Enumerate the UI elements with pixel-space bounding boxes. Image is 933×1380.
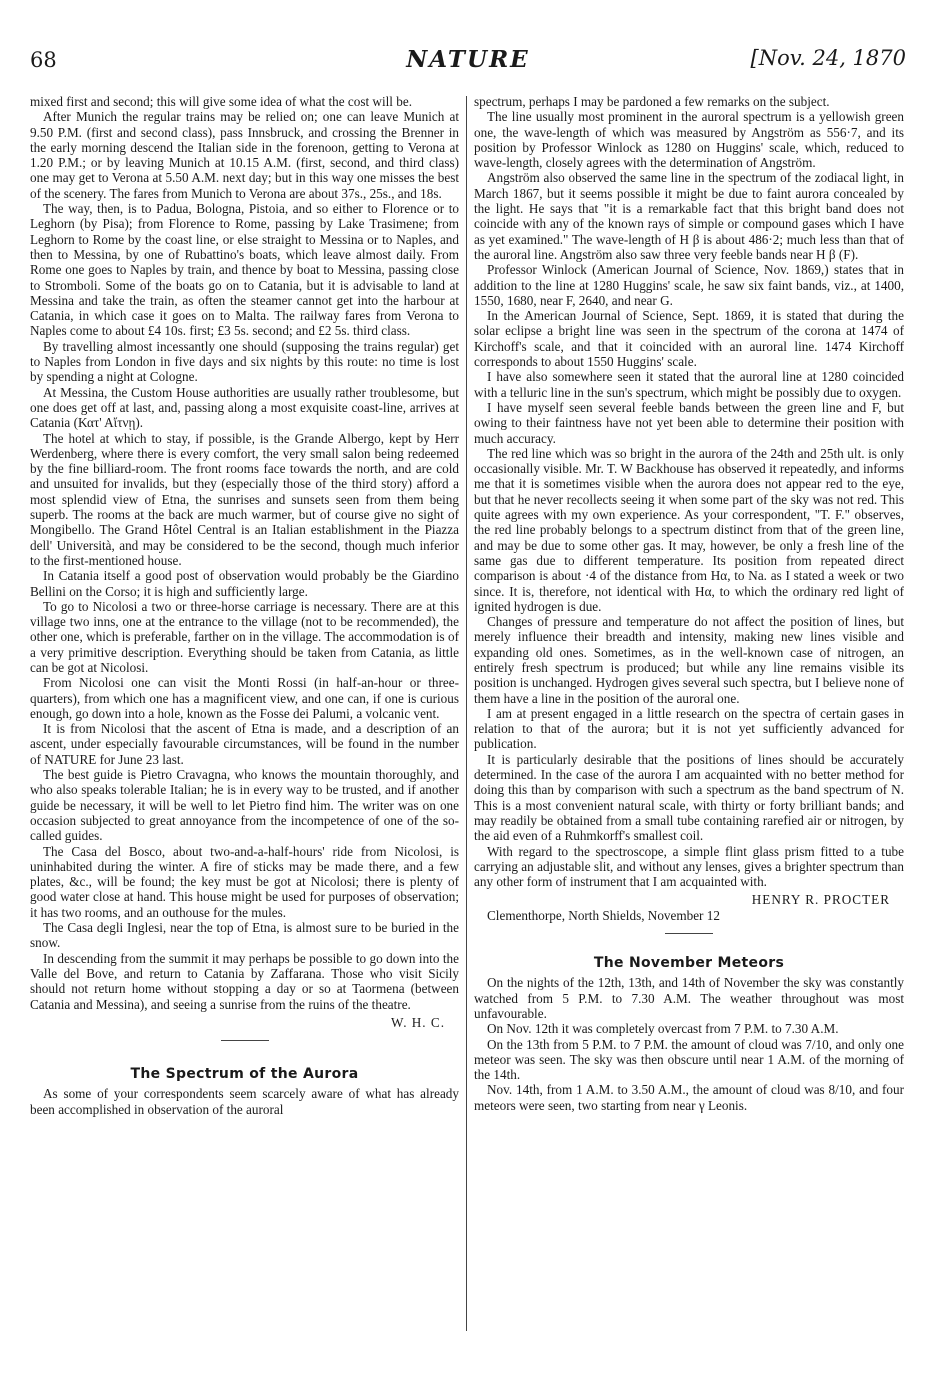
paragraph: From Nicolosi one can visit the Monti Rossi (in half-an-hour or three-quarters), from which one has a magnificent view, and one can, if one is curious enough, go down into a hole, known as the Fosse dei Palumi, a volcanic vent. — [30, 675, 459, 721]
paragraph: The best guide is Pietro Cravagna, who knows the mountain thoroughly, and who also speaks tolerable Italian; he is in every way to be trusted, and if another guide be necessary, it will be well to let Pietro find him. The writer was on one occasion subjected to great annoyance from the incompetence of one of the so-called guides. — [30, 767, 459, 844]
paragraph: In Catania itself a good post of observation would probably be the Giardino Bellini on the Corso; it is high and sufficiently large. — [30, 568, 459, 599]
right-paragraphs — [474, 94, 904, 889]
heading-november-meteors: The November Meteors — [593, 955, 785, 972]
paragraph: To go to Nicolosi a two or three-horse carriage is necessary. There are at this village two inns, one at the entrance to the village (not to be recommended), the other one, which is preferable, farther on in the village. The accommodation is of a very primitive description. Everything should be taken from Catania, as little can be got at Nicolosi. — [30, 598, 459, 675]
paragraph: I am at present engaged in a little research on the spectra of certain gases in relation to that of the aurora; but it is not yet sufficiently advanced for publication. — [474, 705, 904, 752]
page-number: 68 — [30, 48, 57, 72]
paragraph: The Casa degli Inglesi, near the top of Etna, is almost sure to be buried in the snow. — [30, 920, 459, 951]
paragraph: The line usually most prominent in the auroral spectrum is a yellowish green one, the wave-length of which was measured by Angström as 556·7, and its position by Professor Winlock as 1280 on Huggins' scale, which, reduced to wave-length, closely agrees with the determination of Angström. — [474, 109, 904, 171]
paragraph: With regard to the spectroscope, a simple flint glass prism fitted to a tube carrying an adjustable slit, and without any lenses, gives a brighter spectrum than any other form of instrument that I am acquainted with. — [474, 843, 904, 890]
section-separator — [221, 1040, 269, 1041]
paragraph: Professor Winlock (American Journal of Science, Nov. 1869,) states that in addition to the line at 1280 Huggins' scale, he saw six faint bands, viz., at 1400, 1550, 1680, near F, 2640, and near G. — [474, 262, 904, 308]
paragraph: It is from Nicolosi that the ascent of Etna is made, and a description of an ascent, under especially favourable circumstances, will be found in the number of NATURE for June 23 last. — [30, 721, 459, 767]
left-column — [30, 94, 459, 1364]
paragraph: In descending from the summit it may perhaps be possible to go down into the Valle del Bove, and return to Catania by Zaffarana. Those who visit Sicily should not return home without stopping a day or so at Taormena (between Catania and Messina), and seeing a sunrise from the ruins of the theatre. — [30, 950, 459, 1012]
paragraph: The hotel at which to stay, if possible, is the Grande Albergo, kept by Herr Werdenberg, where there is every comfort, the very small salon being redeemed by the fine billiard-room. The front rooms face towards the north, and are cold and unsuited for invalids, but they (especially those of the third story) afford a most splendid view of Etna, the sunrises and sunsets seen from them being superb. The rooms at the back are much warmer, but of course give no sight of Mongibello. The Grand Hôtel Central is an Italian establishment in the Piazza dell' Università, and may be considered to be the second, though much inferior to the first-mentioned house. — [30, 430, 459, 568]
issue-date: [Nov. 24, 1870 — [750, 46, 906, 70]
column-divider — [466, 96, 467, 1331]
page-header — [30, 44, 906, 78]
paragraph: On the nights of the 12th, 13th, and 14th of November the sky was constantly watched from 5 P.M. to 7.30 A.M. The weather throughout was most unfavourable. — [474, 975, 904, 1021]
paragraph: spectrum, perhaps I may be pardoned a few remarks on the subject. — [474, 94, 830, 109]
paragraph: As some of your correspondents seem scarcely aware of what has already been accomplished in observation of the auroral — [30, 1086, 459, 1117]
paragraph: At Messina, the Custom House authorities are usually rather troublesome, but one does get off at last, and, passing along a most exquisite coast-line, arrives at Catania (Κατ' Αἴτνῃ). — [30, 384, 459, 431]
paragraph: On the 13th from 5 P.M. to 7 P.M. the amount of cloud was 7/10, and only one meteor was seen. The sky was then obscure until near 1 A.M. of the morning of the 14th. — [474, 1036, 904, 1083]
paragraph: Changes of pressure and temperature do not affect the position of lines, but merely influence their breadth and intensity, making new lines visible and expanding old ones. Sometimes, as in the well-known case of nitrogen, an entirely fresh spectrum is produced; but while any line remains visible its position is unchanged. Hydrogen gives several such spectra, but I believe none of them have a line in the position of the auroral one. — [474, 614, 904, 706]
paragraph: Nov. 14th, from 1 A.M. to 3.50 A.M., the amount of cloud was 8/10, and four meteors were seen, two starting from near γ Leonis. — [474, 1082, 904, 1113]
paragraph: I have also somewhere seen it stated that the auroral line at 1280 coincided with a telluric line in the sun's spectrum, which might be possibly due to oxygen. — [474, 369, 904, 400]
signature-whc: W. H. C. — [390, 1014, 445, 1030]
signature-place: Clementhorpe, North Shields, November 12 — [487, 907, 720, 923]
journal-title: NATURE — [406, 46, 530, 73]
heading-spectrum-of-the-aurora: The Spectrum of the Aurora — [130, 1066, 359, 1083]
aurora-article-start — [30, 1086, 459, 1117]
section-separator — [665, 933, 713, 934]
signature-henry-procter: HENRY R. PROCTER — [751, 892, 890, 908]
paragraph: Angström also observed the same line in the spectrum of the zodiacal light, in March 1867, but it seems possible it might be due to faint aurora concealed by the light. He says that "it is a remarkable fact that this bright band does not coincide with any of the known rays of simple or compound gases which I have as yet examined." The wave-length of H β is about 486·2; much less than that of the auroral line. Angström also saw three very feeble bands near H β (F). — [474, 170, 904, 262]
paragraph: After Munich the regular trains may be relied on; one can leave Munich at 9.50 P.M. (first and second class), pass Innsbruck, and crossing the Brenner in the early morning descend the Italian side in the forenoon, getting to Verona at 1.20 P.M.; or by leaving Munich at 10.15 A.M. (first, second, and third class) one may get to Verona at 5.50 A.M. next day; but in this way one misses the best of the scenery. The fares from Munich to Verona are about 37s., 25s., and 18s. — [30, 109, 459, 201]
meteors-article — [474, 975, 904, 1113]
paragraph: I have myself seen several feeble bands between the green line and F, but owing to their faintness have not yet been able to determine their position with much accuracy. — [474, 399, 904, 446]
left-paragraphs — [30, 94, 459, 1012]
paragraph: The Casa del Bosco, about two-and-a-half-hours' ride from Nicolosi, is uninhabited during the winter. A fire of sticks may be made there, and a few plates, &c., will be found; the key must be got at Nicolosi; there is plenty of good water close at hand. This house might be used for purposes of observation; it has two rooms, and an outhouse for the mules. — [30, 843, 459, 920]
paragraph: The red line which was so bright in the aurora of the 24th and 25th ult. is only occasionally visible. Mr. T. W Backhouse has observed it repeatedly, and informs me that it is sometimes visible when the aurora does not appear red to the eye, but that he never recollects seeing it when some part of the sky was not red. This quite agrees with my own experience. As your correspondent, "T. F." observes, the red line probably belongs to a spectrum distinct from that of the green line, and may be due to some other gas. It may, however, be only a fresh line of the same gas due to different temperature. Its position from repeated direct comparison is about ·4 of the distance from Hα, to Na. as I stated a week or two since. It is, therefore, not identical with Hα, to which the ordinary red light of ignited hydrogen is due. — [474, 445, 904, 614]
paragraph: On Nov. 12th it was completely overcast from 7 P.M. to 7.30 A.M. — [487, 1021, 839, 1037]
paragraph: mixed first and second; this will give some idea of what the cost will be. — [30, 94, 412, 109]
paragraph: By travelling almost incessantly one should (supposing the trains regular) get to Naples from London in five days and six nights by this route: no time is lost by spending a night at Cologne. — [30, 338, 459, 385]
paragraph: The way, then, is to Padua, Bologna, Pistoia, and so either to Florence or to Leghorn (by Pisa); from Florence to Rome, passing by Lake Trasimene; from Leghorn to Rome by the coast line, or else straight to Messina or to Naples, and then to Messina, by one of Rubattino's boats, which leave almost daily. From Rome one goes to Naples by train, and thence by boat to Messina, passing close to Stromboli. Some of the boats go on to Catania, but it is advisable to land at Messina and take the train, as often the steamer cannot get into the harbour at Catania, in which case it goes on to Malta. The railway fares from Verona to Naples come to about £4 10s. first; £3 5s. second; and £2 5s. third class. — [30, 201, 459, 339]
paragraph: It is particularly desirable that the positions of lines should be accurately determined. In the case of the aurora I am acquainted with no better method for doing this than by comparison with such a spectrum as the band spectrum of N. This is a most convenient natural scale, with thirty or forty brilliant bands; and may readily be obtained from a small tube containing rarefied air or nitrogen, by the aid even of a Ruhmkorff's smallest coil. — [474, 751, 904, 844]
paragraph: In the American Journal of Science, Sept. 1869, it is stated that during the solar eclipse a bright line was seen in the spectrum of the corona at 1474 of Kirchoff's scale, and that it coincided with an auroral line. 1474 Kirchoff corresponds to about 1550 Huggins' scale. — [474, 308, 904, 370]
right-column — [474, 94, 904, 1364]
